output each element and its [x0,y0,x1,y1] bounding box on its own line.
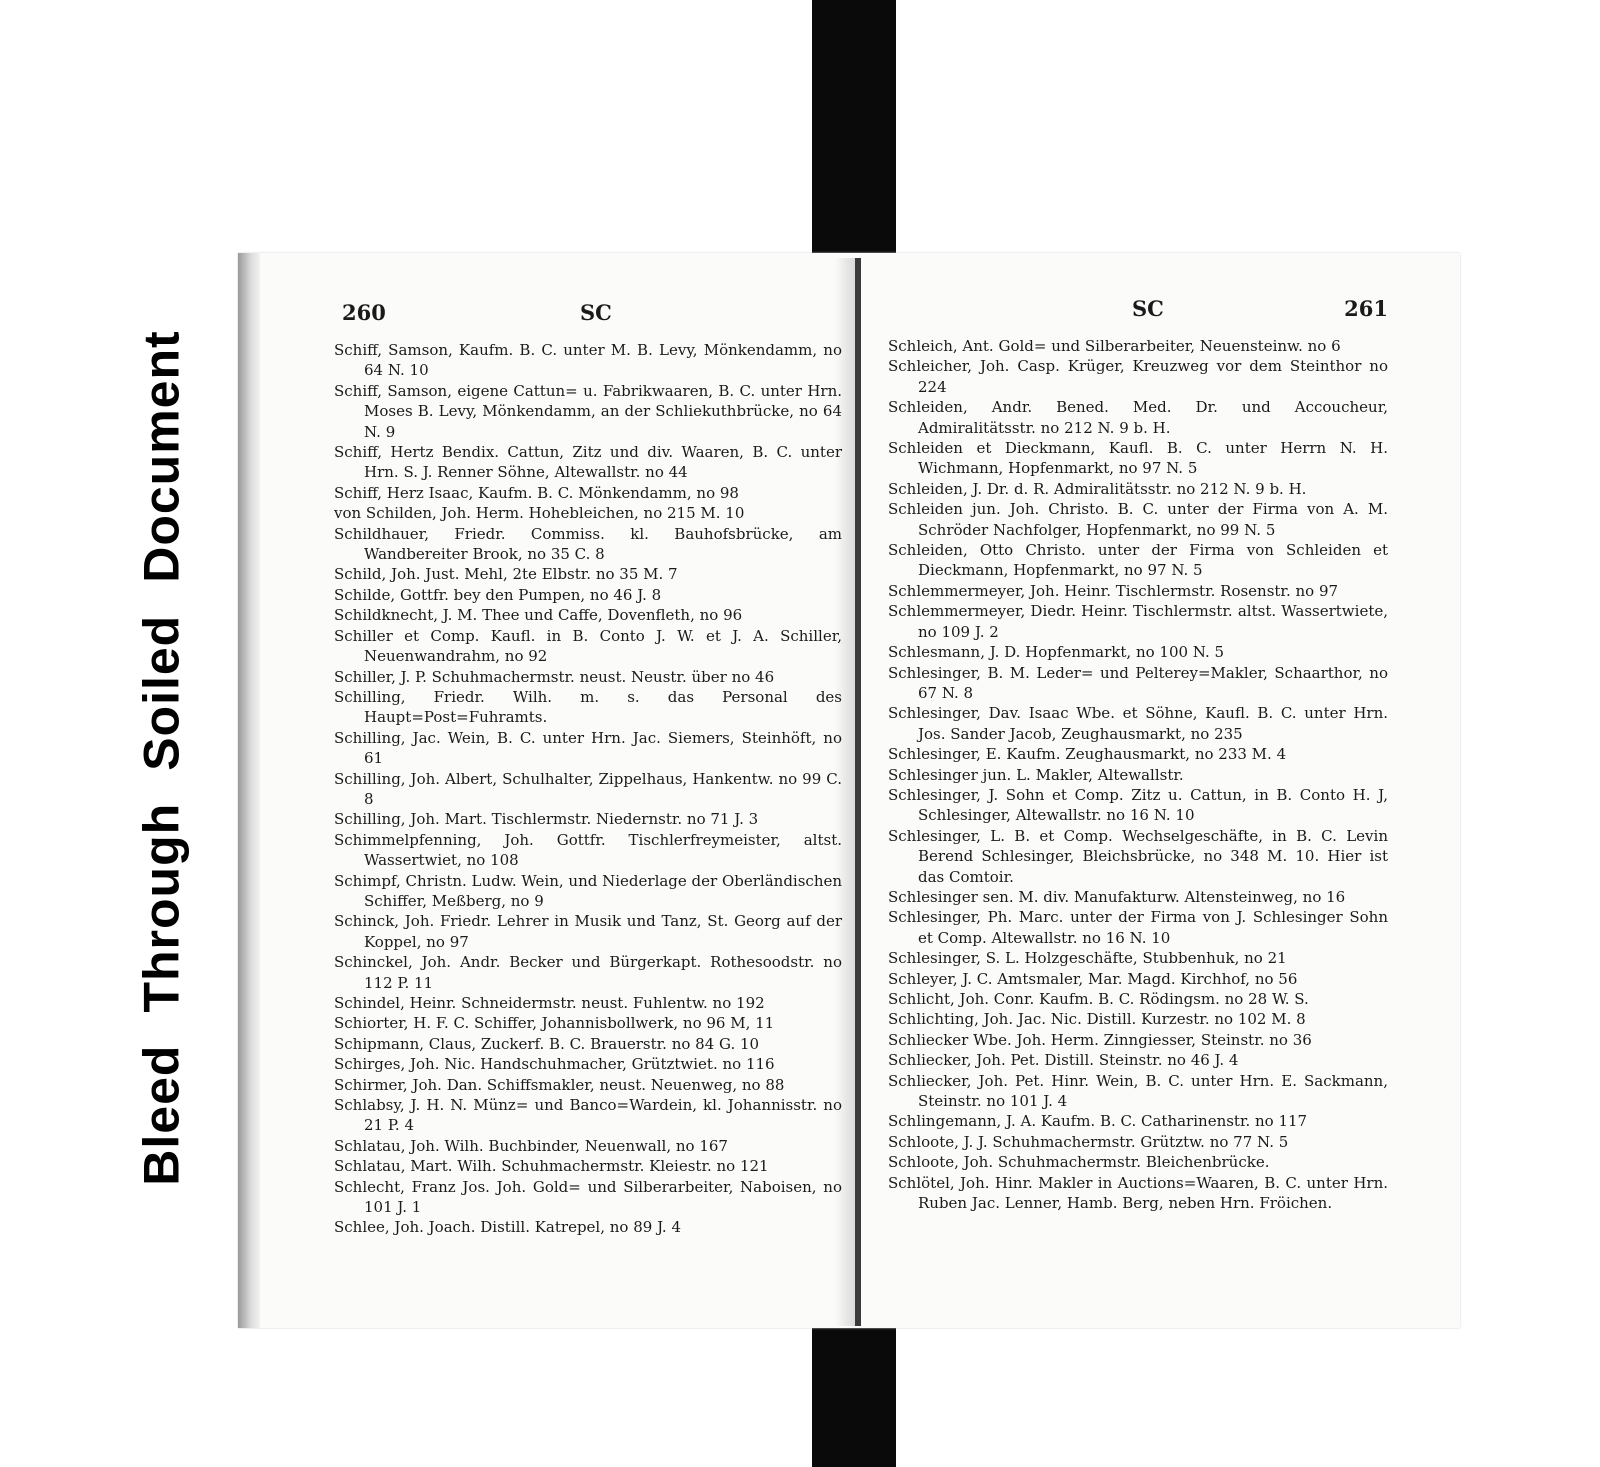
directory-entry: Schlemmermeyer, Joh. Heinr. Tischlermstr. Rosenstr. no 97 [888,581,1339,600]
directory-entry: Schildhauer, Friedr. Commiss. kl. Bauhofsbrücke, am Wandbereiter Brook, no 35 C. 8 [334,524,842,564]
directory-entry: Schlichting, Joh. Jac. Nic. Distill. Kurzestr. no 102 M. 8 [888,1010,1306,1029]
right-page [888,296,1388,1213]
directory-entry: Schleicher, Joh. Casp. Krüger, Kreuzweg vor dem Steinthor no 224 [888,357,1388,396]
stamp-word-3: Soiled [134,614,191,771]
directory-entry: Schlesinger, E. Kaufm. Zeughausmarkt, no 233 M. 4 [888,745,1287,764]
directory-entry: Schilling, Friedr. Wilh. m. s. das Personal des Haupt=Post=Fuhramts. [334,687,842,727]
directory-entry: Schimmelpfenning, Joh. Gottfr. Tischlerfreymeister, altst. Wassertwiet, no 108 [334,830,842,870]
directory-entry: Schlingemann, J. A. Kaufm. B. C. Catharinenstr. no 117 [888,1112,1308,1131]
directory-entry: Schlesinger, B. M. Leder= und Pelterey=Makler, Schaarthor, no 67 N. 8 [888,663,1388,702]
bleed-through-soiled-stamp [118,270,206,1245]
directory-entry: Schimpf, Christn. Ludw. Wein, und Niederlage der Oberländischen Schiffer, Meßberg, no 9 [334,871,843,910]
directory-entry: Schiff, Herz Isaac, Kaufm. B. C. Mönkendamm, no 98 [334,483,739,502]
directory-entry: Schlesinger jun. L. Makler, Altewallstr. [888,765,1184,784]
directory-entry: Schirges, Joh. Nic. Handschuhmacher, Grütztwiet. no 116 [334,1055,775,1074]
directory-entry: Schloote, J. J. Schuhmachermstr. Grütztw. no 77 N. 5 [888,1132,1289,1151]
page-number: 260 [342,300,386,325]
directory-entry: Schinckel, Joh. Andr. Becker und Bürgerkapt. Rothesoodstr. no 112 P. 11 [334,953,842,992]
directory-entry: Schiorter, H. F. C. Schiffer, Johannisbollwerk, no 96 M, 11 [334,1014,775,1033]
directory-entry: Schliecker, Joh. Pet. Distill. Steinstr. no 46 J. 4 [888,1051,1239,1070]
running-head: SC [580,300,612,325]
page-number: 261 [1344,296,1388,321]
stamp-word-1: Bleed [134,1044,191,1186]
black-clip-bottom [812,1315,896,1467]
book-gutter [855,258,861,1326]
right-entry-list [888,336,1388,1213]
directory-entry: Schild, Joh. Just. Mehl, 2te Elbstr. no 35 M. 7 [334,565,678,584]
directory-entry: von Schilden, Joh. Herm. Hohebleichen, no 215 M. 10 [334,504,745,523]
directory-entry: Schlecht, Franz Jos. Joh. Gold= und Silberarbeiter, Naboisen, no 101 J. 1 [334,1177,842,1217]
directory-entry: Schliecker Wbe. Joh. Herm. Zinngiesser, Steinstr. no 36 [888,1030,1312,1049]
directory-entry: Schilling, Jac. Wein, B. C. unter Hrn. Jac. Siemers, Steinhöft, no 61 [334,728,842,768]
stamp-word-4: Document [134,329,191,583]
directory-entry: Schlee, Joh. Joach. Distill. Katrepel, no 89 J. 4 [334,1218,682,1237]
directory-entry: Schliecker, Joh. Pet. Hinr. Wein, B. C. unter Hrn. E. Sackmann, Steinstr. no 101 J. 4 [888,1071,1388,1111]
directory-entry: Schiff, Hertz Bendix. Cattun, Zitz und div. Waaren, B. C. unter Hrn. S. J. Renner Söhne, Altewallstr. no 44 [334,443,842,482]
directory-entry: Schlesinger, L. B. et Comp. Wechselgeschäfte, in B. C. Levin Berend Schlesinger, Bleichsbrücke, no 348 M. 10. Hier ist das Comtoir. [888,826,1388,886]
directory-entry: Schiff, Samson, Kaufm. B. C. unter M. B. Levy, Mönkendamm, no 64 N. 10 [334,341,842,380]
directory-entry: Schiff, Samson, eigene Cattun= u. Fabrikwaaren, B. C. unter Hrn. Moses B. Levy, Mönkendamm, an der Schliekuthbrücke, no 64 N. 9 [334,381,842,441]
directory-entry: Schleiden, J. Dr. d. R. Admiralitätsstr. no 212 N. 9 b. H. [888,479,1307,498]
directory-entry: Schlesinger, Dav. Isaac Wbe. et Söhne, Kaufl. B. C. unter Hrn. Jos. Sander Jacob, Zeughausmarkt, no 235 [888,704,1388,743]
stamp-word-2: Through [134,802,191,1013]
directory-entry: Schlötel, Joh. Hinr. Makler in Auctions=Waaren, B. C. unter Hrn. Ruben Jac. Lenner, Hamb. Berg, neben Hrn. Fröichen. [888,1173,1388,1213]
directory-entry: Schlesinger sen. M. div. Manufakturw. Altensteinweg, no 16 [888,887,1346,906]
directory-entry: Schleiden, Andr. Bened. Med. Dr. und Accoucheur, Admiralitätsstr. no 212 N. 9 b. H. [888,398,1388,437]
directory-entry: Schilling, Joh. Albert, Schulhalter, Zippelhaus, Hankentw. no 99 C. 8 [334,769,842,808]
directory-entry: Schirmer, Joh. Dan. Schiffsmakler, neust. Neuenweg, no 88 [334,1075,785,1094]
directory-entry: Schindel, Heinr. Schneidermstr. neust. Fuhlentw. no 192 [334,994,765,1012]
directory-entry: Schinck, Joh. Friedr. Lehrer in Musik und Tanz, St. Georg auf der Koppel, no 97 [334,912,842,951]
directory-entry: Schlabsy, J. H. N. Münz= und Banco=Wardein, kl. Johannisstr. no 21 P. 4 [334,1096,842,1135]
directory-entry: Schlesinger, S. L. Holzgeschäfte, Stubbenhuk, no 21 [888,949,1287,968]
directory-entry: Schleiden jun. Joh. Christo. B. C. unter der Firma von A. M. Schröder Nachfolger, Hopfenmarkt, no 99 N. 5 [888,500,1388,539]
directory-entry: Schleiden et Dieckmann, Kaufl. B. C. unter Herrn N. H. Wichmann, Hopfenmarkt, no 97 N. 5 [888,439,1388,478]
directory-entry: Schlesmann, J. D. Hopfenmarkt, no 100 N. 5 [888,643,1225,662]
directory-entry: Schiller, J. P. Schuhmachermstr. neust. Neustr. über no 46 [334,667,775,686]
directory-entry: Schleiden, Otto Christo. unter der Firma von Schleiden et Dieckmann, Hopfenmarkt, no 97 N. 5 [888,541,1388,580]
directory-entry: Schlicht, Joh. Conr. Kaufm. B. C. Rödingsm. no 28 W. S. [888,990,1309,1008]
directory-entry: Schilling, Joh. Mart. Tischlermstr. Niedernstr. no 71 J. 3 [334,810,759,829]
right-page-header [888,296,1388,336]
left-page-header [334,300,842,340]
directory-entry: Schleyer, J. C. Amtsmaler, Mar. Magd. Kirchhof, no 56 [888,969,1298,988]
directory-entry: Schiller et Comp. Kaufl. in B. Conto J. W. et J. A. Schiller, Neuenwandrahm, no 92 [334,626,842,666]
directory-entry: Schildknecht, J. M. Thee und Caffe, Dovenfleth, no 96 [334,606,743,625]
directory-entry: Schleich, Ant. Gold= und Silberarbeiter, Neuensteinw. no 6 [888,337,1341,355]
directory-entry: Schlatau, Joh. Wilh. Buchbinder, Neuenwall, no 167 [334,1136,728,1155]
directory-entry: Schlatau, Mart. Wilh. Schuhmachermstr. Kleiestr. no 121 [334,1157,769,1176]
running-head: SC [1132,296,1164,321]
directory-entry: Schlesinger, Ph. Marc. unter der Firma von J. Schlesinger Sohn et Comp. Altewallstr. no 16 N. 10 [888,908,1388,947]
directory-entry: Schlemmermeyer, Diedr. Heinr. Tischlermstr. altst. Wassertwiete, no 109 J. 2 [888,602,1388,641]
directory-entry: Schipmann, Claus, Zuckerf. B. C. Brauerstr. no 84 G. 10 [334,1034,760,1053]
left-page [334,300,842,1238]
book-page-edge [238,253,260,1328]
black-clip-top [812,0,896,262]
directory-entry: Schloote, Joh. Schuhmachermstr. Bleichenbrücke. [888,1153,1270,1172]
left-entry-list [334,340,842,1238]
directory-entry: Schlesinger, J. Sohn et Comp. Zitz u. Cattun, in B. Conto H. J, Schlesinger, Altewallstr. no 16 N. 10 [888,785,1388,825]
directory-entry: Schilde, Gottfr. bey den Pumpen, no 46 J. 8 [334,585,662,604]
stamp-text [133,314,191,1201]
